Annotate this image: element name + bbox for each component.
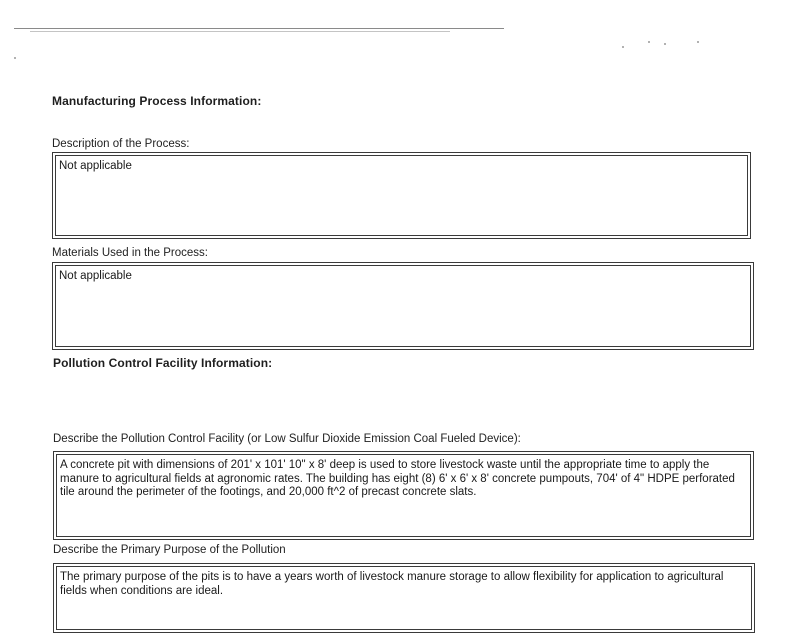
pollution-control-facility-value: A concrete pit with dimensions of 201' x 101' 10" x 8' deep is used to store livestock waste until the appropriate time to apply the manure to agricultural fields at agronomic rates. The building has eight (8) 6' x 6' x 8' concrete pumpouts, 704' of 4" HDPE perforated tile around the perimeter of the footings, and 20,000 ft^2 of precast concrete slats. xyxy=(56,454,751,537)
description-value: Not applicable xyxy=(55,155,748,236)
materials-value: Not applicable xyxy=(55,265,751,347)
scan-speck xyxy=(622,46,624,48)
scan-speck xyxy=(14,57,16,59)
scan-speck xyxy=(664,43,666,45)
pollution-control-facility-label: Describe the Pollution Control Facility (or Low Sulfur Dioxide Emission Coal Fueled Device): xyxy=(53,433,521,445)
primary-purpose-field[interactable] xyxy=(53,563,755,633)
manufacturing-heading: Manufacturing Process Information: xyxy=(52,94,262,108)
pollution-control-heading: Pollution Control Facility Information: xyxy=(53,356,273,370)
description-label: Description of the Process: xyxy=(52,138,190,150)
materials-label: Materials Used in the Process: xyxy=(52,247,208,259)
scan-speck xyxy=(648,41,650,43)
primary-purpose-value: The primary purpose of the pits is to have a years worth of livestock manure storage to allow flexibility for application to agricultural fields when conditions are ideal. xyxy=(56,566,752,630)
primary-purpose-label: Describe the Primary Purpose of the Pollution xyxy=(53,544,286,556)
scan-speck xyxy=(697,41,699,43)
pollution-control-facility-field[interactable] xyxy=(53,451,754,540)
scan-artifact-line xyxy=(14,28,504,29)
scan-artifact-line xyxy=(30,31,450,32)
materials-field[interactable] xyxy=(52,262,754,350)
description-field[interactable] xyxy=(52,152,751,239)
